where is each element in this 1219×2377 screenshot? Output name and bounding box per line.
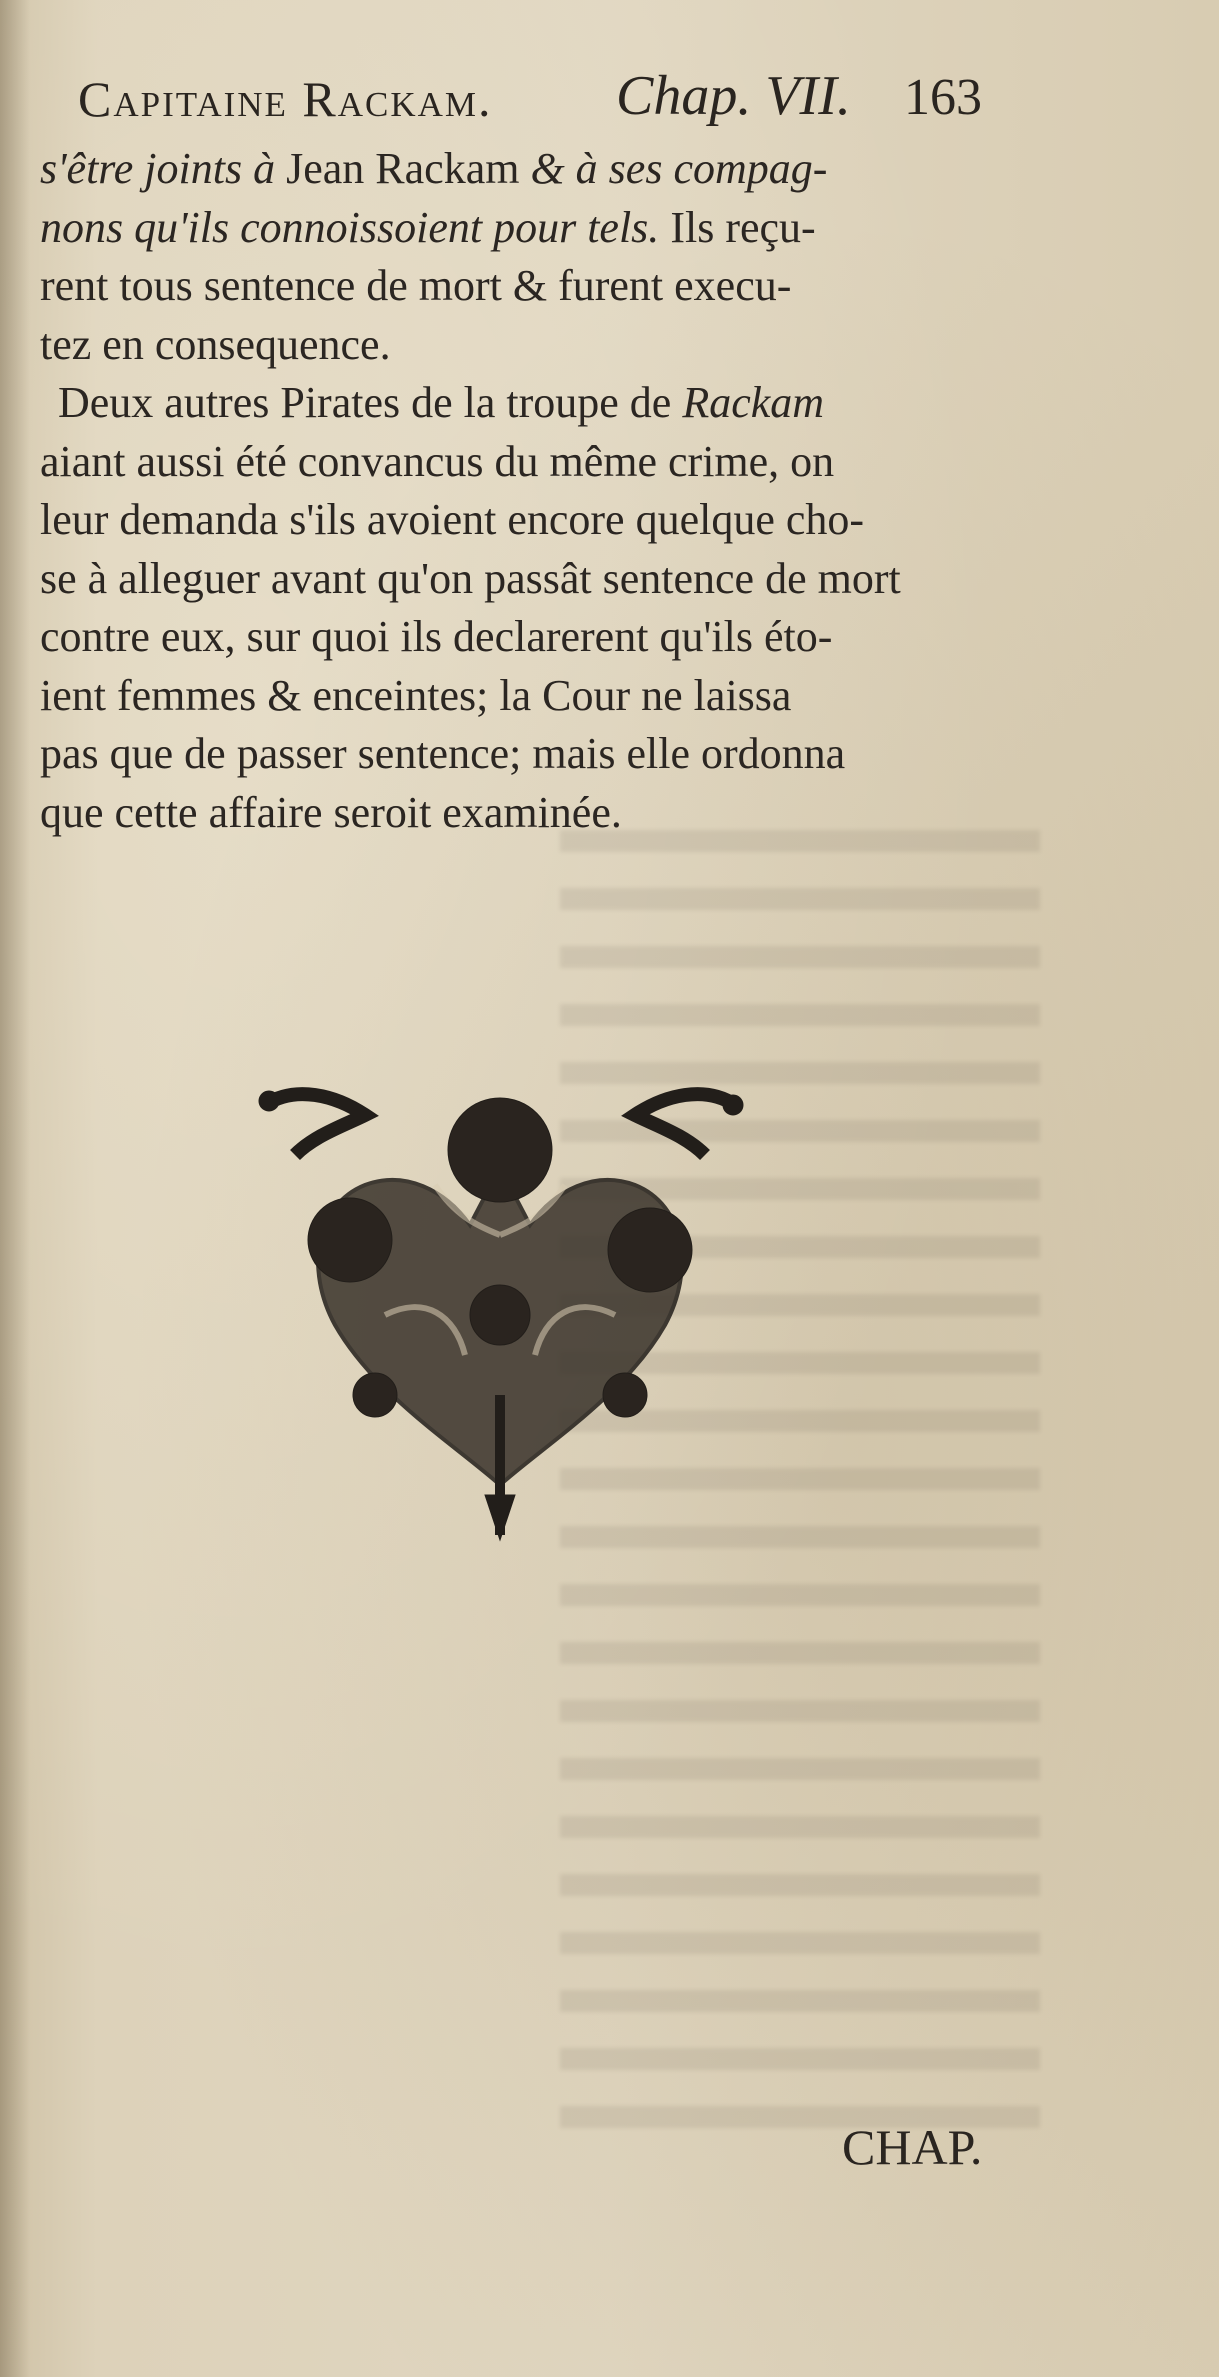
ornament-scroll-left (265, 1094, 365, 1155)
text-roman: se à alleguer avant qu'on passât sentence de mort (40, 553, 901, 603)
text-roman: Ils reçu- (659, 202, 816, 252)
text-roman: rent tous sentence de mort & furent execu- (40, 261, 792, 310)
text-roman: leur demanda s'ils avoient encore quelque cho- (40, 495, 865, 544)
text-italic: & à ses compag- (530, 144, 828, 193)
floral-ornament-icon (255, 1065, 745, 1545)
text-line (40, 140, 1030, 199)
text-roman: Jean Rackam (275, 144, 531, 193)
text-roman: contre eux, sur quoi ils declarerent qu'ils éto- (40, 612, 833, 661)
text-line (40, 667, 1030, 726)
text-line (40, 316, 1030, 375)
text-line (40, 784, 1030, 843)
ornament-pendant (485, 1495, 515, 1540)
ornament-knot-right (603, 1373, 647, 1417)
ornament-scroll-right (635, 1094, 735, 1155)
chapter-reference: Chap. VII. (616, 65, 851, 127)
text-italic: Rackam (682, 378, 825, 427)
text-roman: tez en consequence. (40, 319, 391, 369)
ornament-flower-lower (470, 1285, 530, 1345)
text-line (40, 433, 1030, 492)
text-line (40, 199, 1030, 258)
ornament-bead-right (723, 1095, 743, 1115)
ornament-knot-left (353, 1373, 397, 1417)
text-italic: s'être joints à (40, 144, 276, 193)
text-line (40, 257, 1030, 316)
page-number: 163 (904, 69, 982, 126)
ornament-flower-center (448, 1098, 552, 1202)
text-roman: Deux autres Pirates de la troupe de (58, 378, 683, 427)
text-line (40, 550, 1030, 609)
text-roman: que cette affaire seroit examinée. (40, 787, 622, 837)
text-line (40, 608, 1030, 667)
text-roman: aiant aussi été convancus du même crime, on (40, 436, 835, 486)
text-line (40, 491, 1030, 550)
body-text (40, 140, 1030, 842)
page-header (78, 62, 1028, 142)
ornament-flower-left (308, 1198, 392, 1282)
text-roman: ient femmes & enceintes; la Cour ne laissa (40, 670, 792, 720)
text-line (40, 374, 1030, 433)
catchword: CHAP. (842, 2119, 983, 2175)
text-roman: pas que de passer sentence; mais elle ordonna (40, 729, 846, 778)
running-title: Capitaine Rackam. (78, 71, 493, 127)
text-italic: nons qu'ils connoissoient pour tels. (40, 202, 660, 252)
ornament-flower-right (608, 1208, 692, 1292)
page-gutter-shadow (0, 0, 30, 2377)
text-line (40, 725, 1030, 784)
ornament-bead-left (259, 1091, 279, 1111)
